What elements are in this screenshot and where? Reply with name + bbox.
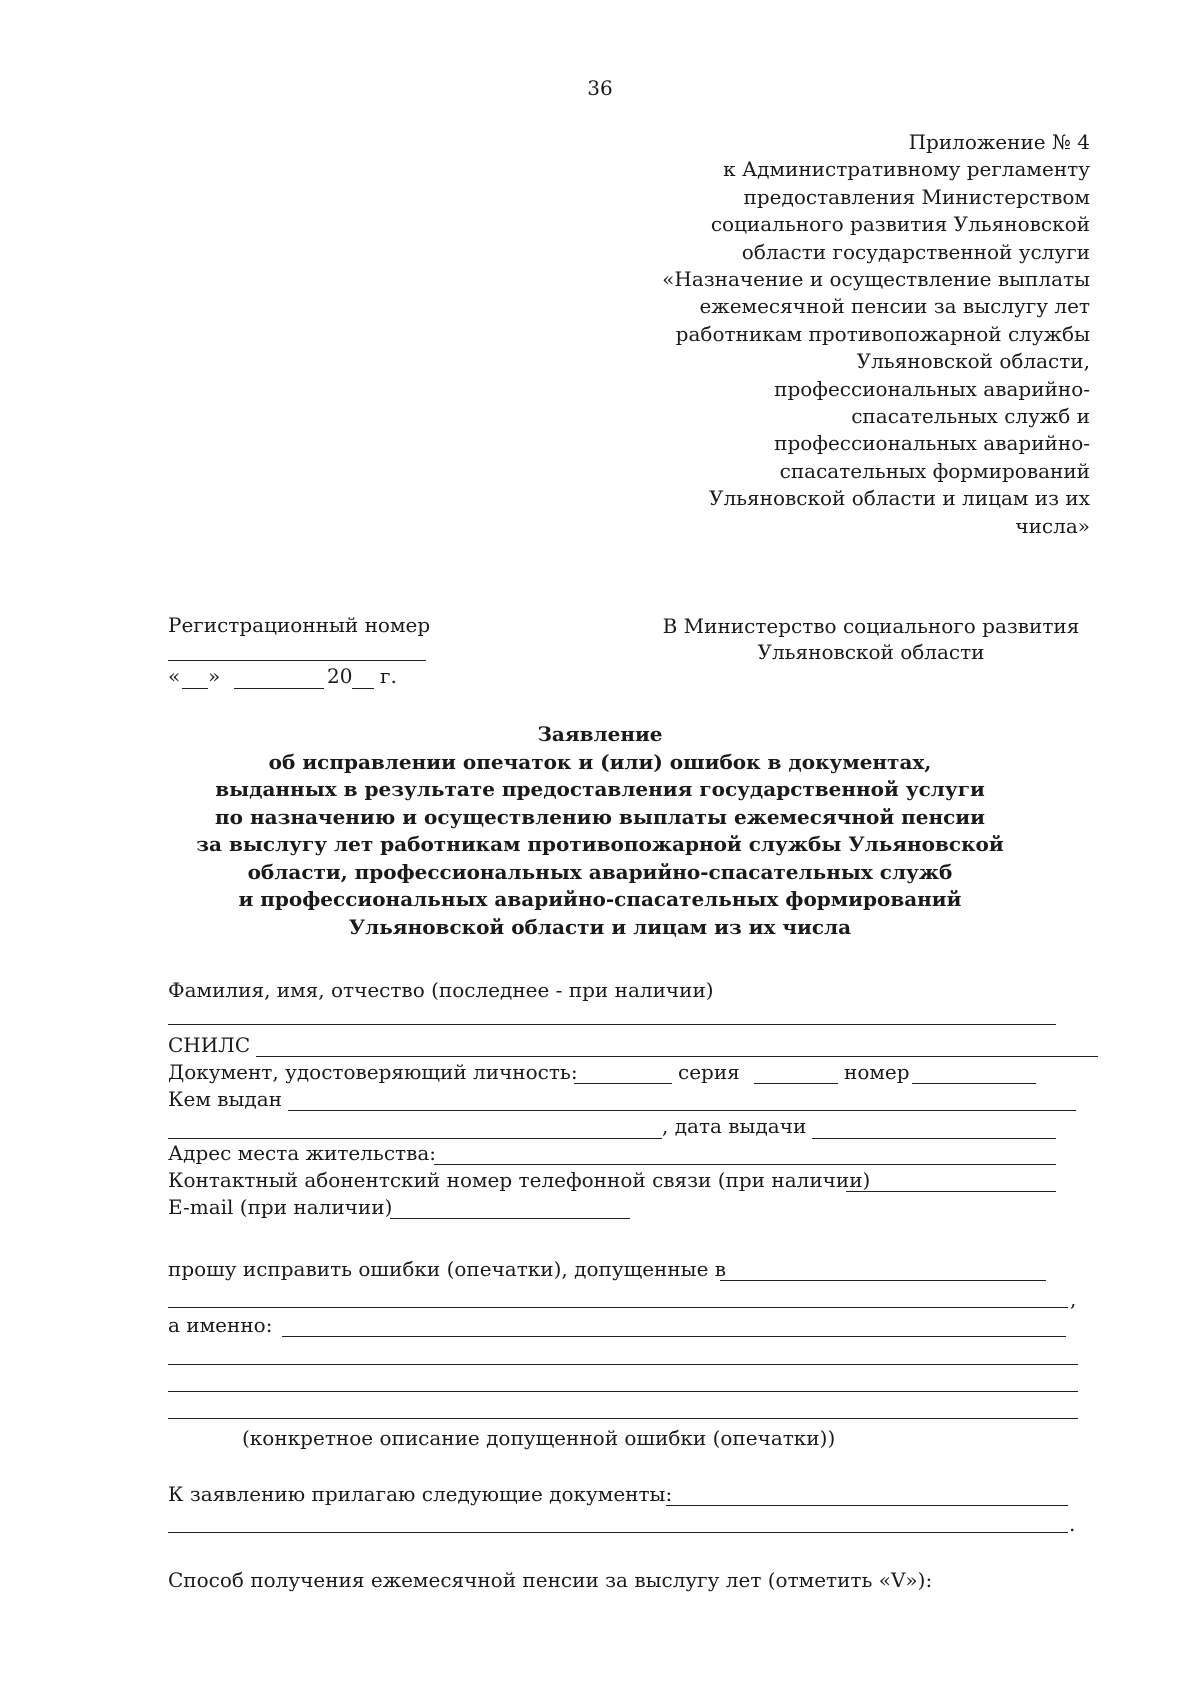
- id-document-type-field[interactable]: [574, 1083, 672, 1084]
- appendix-line: предоставления Министерством: [743, 184, 1090, 209]
- title-line: и профессиональных аварийно-спасательных формирований: [238, 887, 962, 911]
- namely-label: а именно:: [168, 1313, 273, 1337]
- date-year-prefix: 20: [327, 664, 353, 688]
- issue-date-field[interactable]: [812, 1138, 1056, 1139]
- issue-date-label: , дата выдачи: [662, 1114, 807, 1138]
- appendix-line: числа»: [1015, 513, 1090, 538]
- appendix-line: Приложение № 4: [908, 130, 1090, 154]
- recipient-block: [600, 613, 1142, 665]
- error-description-line-1[interactable]: [168, 1364, 1078, 1365]
- date-year-suffix: г.: [380, 664, 397, 688]
- appendix-line: социального развития Ульяновской: [710, 212, 1090, 237]
- date-open-quote: «: [168, 664, 181, 688]
- title-line: об исправлении опечаток и (или) ошибок в документах,: [268, 749, 932, 774]
- namely-field[interactable]: [282, 1336, 1066, 1337]
- request-trailing-comma: ,: [1070, 1287, 1077, 1311]
- number-field[interactable]: [912, 1083, 1036, 1084]
- document-title: [0, 721, 1200, 941]
- issued-by-field[interactable]: [288, 1110, 1076, 1111]
- request-text: прошу исправить ошибки (опечатки), допущенные в: [168, 1257, 727, 1281]
- error-description-line-2[interactable]: [168, 1391, 1078, 1392]
- appendix-line: к Административному регламенту: [723, 157, 1090, 182]
- appendix-reference: [610, 129, 1090, 540]
- registration-number-label: Регистрационный номер: [168, 613, 431, 637]
- attachments-label: К заявлению прилагаю следующие документы:: [168, 1482, 673, 1506]
- title-line: Заявление: [537, 722, 663, 746]
- request-document-field[interactable]: [720, 1280, 1046, 1281]
- date-close-quote: »: [208, 664, 221, 688]
- series-field[interactable]: [754, 1083, 838, 1084]
- phone-label: Контактный абонентский номер телефонной связи (при наличии): [168, 1168, 871, 1192]
- appendix-line: области государственной услуги: [741, 239, 1090, 264]
- issued-by-field-continued[interactable]: [168, 1138, 662, 1139]
- appendix-line: профессиональных аварийно-: [774, 376, 1090, 401]
- registration-month-field[interactable]: [234, 688, 324, 689]
- snils-field[interactable]: [256, 1056, 1098, 1057]
- series-label: серия: [678, 1060, 740, 1084]
- registration-number-field[interactable]: [168, 660, 426, 661]
- fio-field[interactable]: [168, 1024, 1056, 1025]
- appendix-line: Ульяновской области,: [856, 349, 1090, 374]
- appendix-line: спасательных формирований: [779, 458, 1090, 483]
- payment-method-label: Способ получения ежемесячной пенсии за выслугу лет (отметить «V»):: [168, 1568, 933, 1592]
- recipient-line-1: В Министерство социального развития: [662, 614, 1080, 638]
- registration-day-field[interactable]: [182, 688, 208, 689]
- page-number: 36: [587, 76, 613, 100]
- registration-year-field[interactable]: [352, 688, 374, 689]
- error-description-hint: (конкретное описание допущенной ошибки (опечатки)): [242, 1426, 836, 1450]
- id-document-label: Документ, удостоверяющий личность:: [168, 1060, 578, 1084]
- appendix-line: работникам противопожарной службы: [675, 321, 1090, 346]
- request-document-field-continued[interactable]: [168, 1307, 1068, 1308]
- title-line: выданных в результате предоставления государственной услуги: [215, 777, 985, 801]
- recipient-line-2: Ульяновской области: [757, 640, 985, 664]
- appendix-line: «Назначение и осуществление выплаты: [662, 267, 1090, 292]
- appendix-line: Ульяновской области и лицам из их: [708, 486, 1090, 511]
- number-label: номер: [844, 1060, 910, 1084]
- title-line: по назначению и осуществлению выплаты ежемесячной пенсии: [215, 804, 985, 829]
- title-line: Ульяновской области и лицам из их числа: [348, 914, 852, 939]
- appendix-line: спасательных служб и: [851, 404, 1090, 429]
- appendix-line: ежемесячной пенсии за выслугу лет: [699, 294, 1090, 319]
- email-field[interactable]: [390, 1218, 630, 1219]
- error-description-line-3[interactable]: [168, 1418, 1078, 1419]
- attachments-field[interactable]: [666, 1505, 1068, 1506]
- phone-field[interactable]: [846, 1191, 1056, 1192]
- attachments-field-continued[interactable]: [168, 1532, 1068, 1533]
- attachments-trailing-period: .: [1069, 1512, 1076, 1536]
- snils-label: СНИЛС: [168, 1033, 251, 1057]
- address-field[interactable]: [434, 1164, 1056, 1165]
- address-label: Адрес места жительства:: [168, 1141, 437, 1165]
- appendix-line: профессиональных аварийно-: [774, 431, 1090, 456]
- email-label: E-mail (при наличии): [168, 1195, 393, 1219]
- issued-by-label: Кем выдан: [168, 1087, 282, 1111]
- title-line: за выслугу лет работникам противопожарной службы Ульяновской: [196, 832, 1004, 856]
- fio-label: Фамилия, имя, отчество (последнее - при наличии): [168, 978, 714, 1002]
- title-line: области, профессиональных аварийно-спасательных служб: [247, 859, 953, 884]
